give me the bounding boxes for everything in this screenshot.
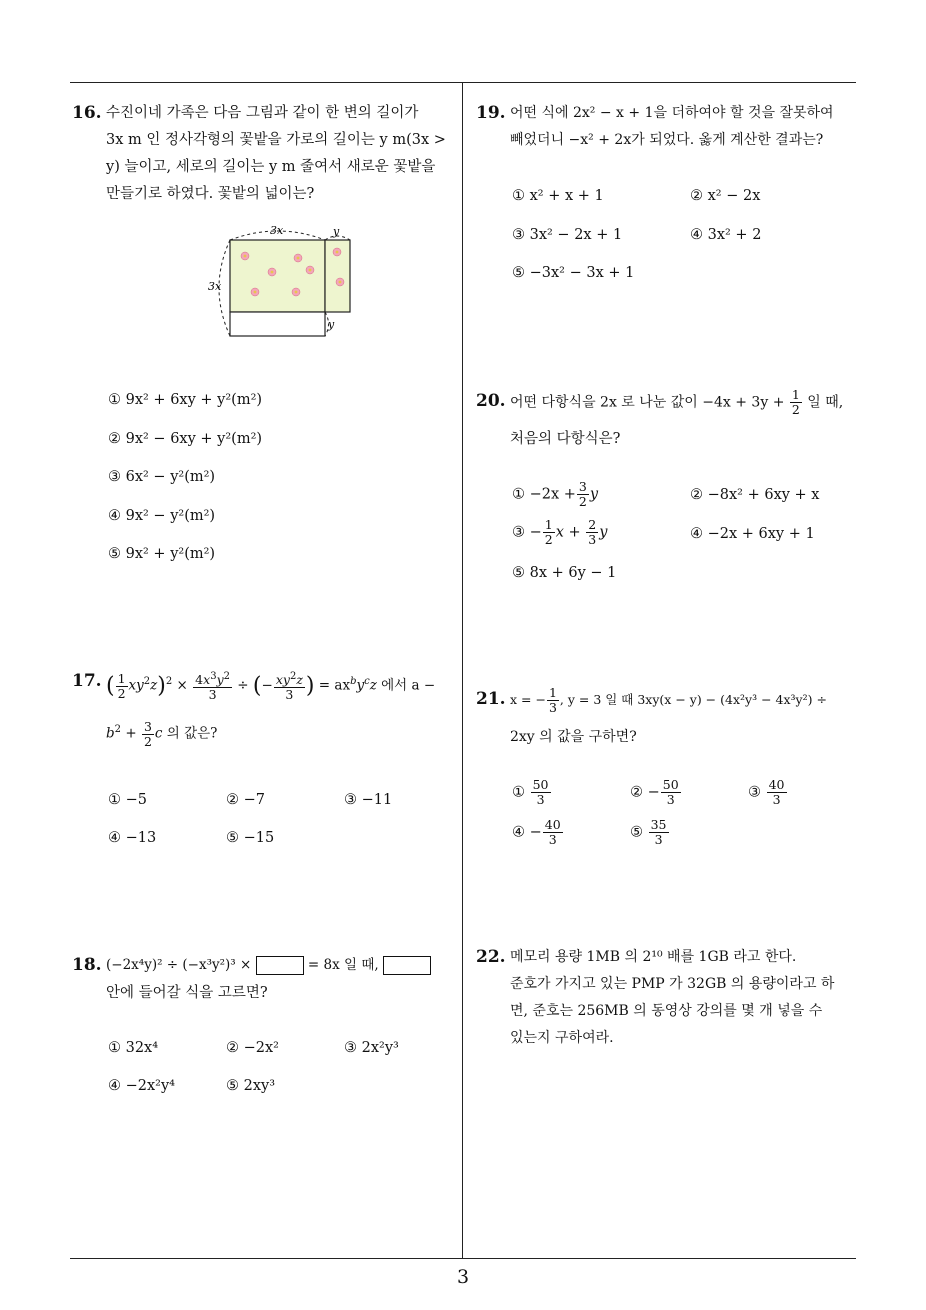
question-text: , y = 3 일 때 3xy(x − y) − (4x²y³ − 4x³y²) ÷ xyxy=(559,692,827,707)
q16-option-3[interactable]: ③ 6x² − y²(m²) xyxy=(108,469,216,485)
q20-option-2[interactable]: ② −8x² + 6xy + x xyxy=(690,487,820,503)
q16-option-2[interactable]: ② 9x² − 6xy + y²(m²) xyxy=(108,431,263,447)
q19-option-3[interactable]: ③ 3x² − 2x + 1 xyxy=(512,227,623,243)
question-number: 22. xyxy=(476,947,506,967)
q17-option-5[interactable]: ⑤ −15 xyxy=(226,830,275,846)
column-divider xyxy=(462,82,463,1258)
question-expression: = 8x 일 때, xyxy=(307,957,379,973)
bottom-rule xyxy=(70,1258,856,1259)
question-text: x = − xyxy=(510,692,546,707)
q20-option-4[interactable]: ④ −2x + 6xy + 1 xyxy=(690,526,815,542)
question-number: 19. xyxy=(476,103,506,123)
q18-option-1[interactable]: ① 32x⁴ xyxy=(108,1040,159,1056)
question-text-line: 면, 준호는 256MB 의 동영상 강의를 몇 개 넣을 수 xyxy=(510,1003,823,1019)
q18-option-5[interactable]: ⑤ 2xy³ xyxy=(226,1078,276,1094)
question-text: 일 때, xyxy=(807,394,844,411)
question-number: 16. xyxy=(72,103,102,123)
q21-option-4[interactable]: ④ − $\frac{40}{3}$ xyxy=(512,817,561,847)
flower-bed-square xyxy=(230,240,325,312)
question-text-line: 준호가 가지고 있는 PMP 가 32GB 의 용량이라고 하 xyxy=(510,976,835,992)
question-text-line: 빼었더니 −x² + 2x가 되었다. 옳게 계산한 결과는? xyxy=(510,132,824,148)
q17-option-3[interactable]: ③ −11 xyxy=(344,792,393,808)
q21-option-5[interactable]: ⑤ $\frac{35}{3}$ xyxy=(630,817,667,847)
removed-strip xyxy=(230,312,325,336)
q17-option-2[interactable]: ② −7 xyxy=(226,792,265,808)
q21-option-3[interactable]: ③ $\frac{40}{3}$ xyxy=(748,777,785,807)
q19-option-4[interactable]: ④ 3x² + 2 xyxy=(690,227,762,243)
question-text-line: 있는지 구하여라. xyxy=(510,1030,614,1046)
question-text-line: 만들기로 하였다. 꽃밭의 넓이는? xyxy=(106,186,315,202)
q19-option-1[interactable]: ① x² + x + 1 xyxy=(512,188,604,204)
label-top: 3x xyxy=(270,224,284,237)
q20-option-1[interactable]: ① −2x + $\frac{3}{2}$ y xyxy=(512,479,599,509)
question-text: 어떤 다항식을 2x 로 나눈 값이 −4x + 3y + xyxy=(510,394,785,411)
answer-box xyxy=(383,956,431,975)
q18-option-3[interactable]: ③ 2x²y³ xyxy=(344,1040,399,1056)
q21-option-2[interactable]: ② − $\frac{50}{3}$ xyxy=(630,777,679,807)
q20-option-3[interactable]: ③ − $\frac{1}{2}$ x + $\frac{2}{3}$ y xyxy=(512,517,608,547)
question-text: 에서 a − xyxy=(381,677,436,694)
question-text-line: 3x m 인 정사각형의 꽃밭을 가로의 길이는 y m(3x > xyxy=(106,132,446,148)
label-bottom-right: y xyxy=(328,318,335,331)
expression-result: = ax xyxy=(318,677,351,694)
q20-option-5[interactable]: ⑤ 8x + 6y − 1 xyxy=(512,565,617,581)
question-text: 2xy 의 값을 구하면? xyxy=(510,729,637,745)
question-number: 17. xyxy=(72,671,102,691)
top-rule xyxy=(70,82,856,83)
question-expression: (−2x⁴y)² ÷ (−x³y²)³ × xyxy=(106,957,252,973)
question-text-line: y) 늘이고, 세로의 길이는 y m 줄여서 새로운 꽃밭을 xyxy=(106,159,436,175)
question-text-line: 어떤 식에 2x² − x + 1을 더하여야 할 것을 잘못하여 xyxy=(510,105,834,121)
label-left: 3x xyxy=(208,280,222,293)
question-number: 21. xyxy=(476,689,506,709)
q17-option-4[interactable]: ④ −13 xyxy=(108,830,157,846)
label-top-right: y xyxy=(333,225,340,238)
page-number: 3 xyxy=(456,1266,470,1288)
question-text: 안에 들어갈 식을 고르면? xyxy=(106,985,268,1001)
question-number: 20. xyxy=(476,391,506,411)
question-number: 18. xyxy=(72,955,102,975)
question-text: 의 값은? xyxy=(166,725,218,742)
flower-bed-figure xyxy=(200,220,360,345)
question-text-line: 수진이네 가족은 다음 그림과 같이 한 변의 길이가 xyxy=(106,105,419,121)
answer-box xyxy=(256,956,304,975)
q16-option-5[interactable]: ⑤ 9x² + y²(m²) xyxy=(108,546,216,562)
q16-option-4[interactable]: ④ 9x² − y²(m²) xyxy=(108,508,216,524)
q21-option-1[interactable]: ① $\frac{50}{3}$ xyxy=(512,777,549,807)
q19-option-5[interactable]: ⑤ −3x² − 3x + 1 xyxy=(512,265,635,281)
q19-option-2[interactable]: ② x² − 2x xyxy=(690,188,761,204)
q17-option-1[interactable]: ① −5 xyxy=(108,792,147,808)
q16-option-1[interactable]: ① 9x² + 6xy + y²(m²) xyxy=(108,392,263,408)
q18-option-2[interactable]: ② −2x² xyxy=(226,1040,279,1056)
question-text-line: 메모리 용량 1MB 의 2¹⁰ 배를 1GB 라고 한다. xyxy=(510,949,797,965)
q18-option-4[interactable]: ④ −2x²y⁴ xyxy=(108,1078,175,1094)
question-text: 처음의 다항식은? xyxy=(510,431,621,447)
